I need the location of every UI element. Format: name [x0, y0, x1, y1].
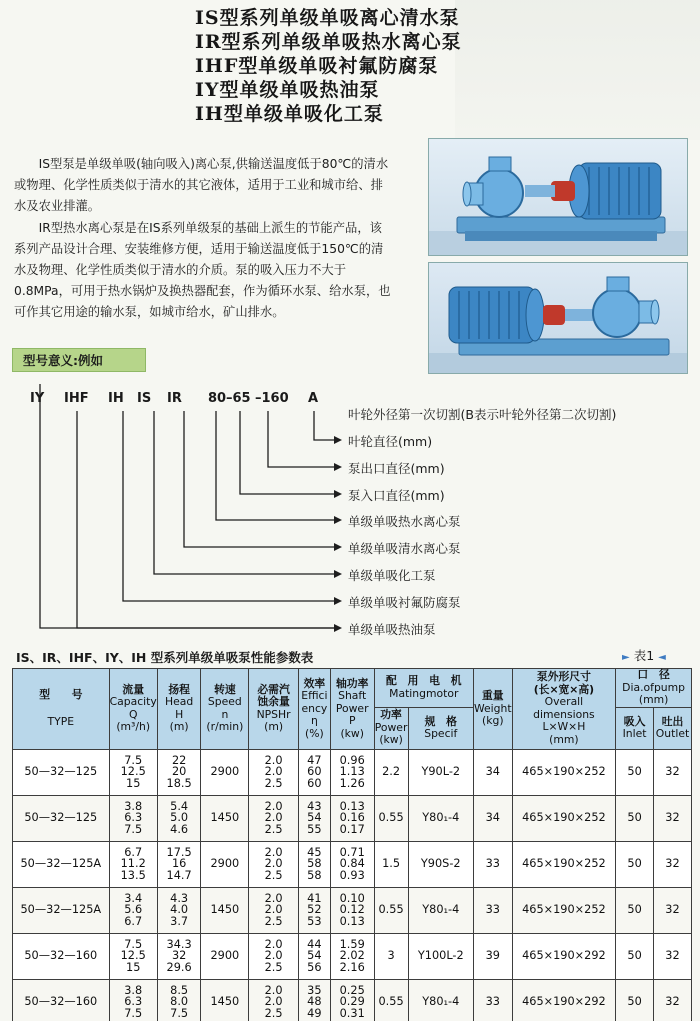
cell-weight: 33: [473, 841, 512, 887]
cell-motor-spec: Y80₁-4: [408, 979, 473, 1021]
cell-speed: 1450: [201, 979, 249, 1021]
cell-weight: 39: [473, 933, 512, 979]
badge-label: 型号意义:例如: [23, 353, 103, 368]
cell-flow: 3.8 6.3 7.5: [109, 795, 157, 841]
cell-type: 50—32—125A: [13, 841, 110, 887]
cell-outlet: 32: [653, 979, 691, 1021]
cell-efficiency: 47 60 60: [298, 749, 330, 795]
cell-outlet: 32: [653, 841, 691, 887]
header-model: 型 号 TYPE: [13, 669, 110, 750]
table-row: [13, 749, 692, 795]
intro-paragraph: IR型热水离心泵是在IS系列单级泵的基础上派生的节能产品，该系列产品设计合理、安装维修方便，适用于输送温度低于150℃的清水及物理、化学性质类似于清水的介质。泵的吸入压力不大于0.8MPa，可用于热水锅炉及换热器配套，作为循环水泵、给水泵，也可作其它用途的输水泵，如城市给水，矿山排水。: [14, 220, 391, 320]
table-row: [13, 933, 692, 979]
cell-dimensions: 465×190×292: [512, 933, 616, 979]
cell-motor-power: 0.55: [374, 795, 408, 841]
cell-flow: 6.7 11.2 13.5: [109, 841, 157, 887]
cell-motor-spec: Y90L-2: [408, 749, 473, 795]
code-label: 泵出口直径(mm): [348, 461, 445, 476]
cell-motor-spec: Y100L-2: [408, 933, 473, 979]
cell-outlet: 32: [653, 933, 691, 979]
header-head: 扬程 Head H (m): [157, 669, 201, 750]
cell-speed: 1450: [201, 795, 249, 841]
pump-photo-2: [428, 262, 688, 374]
code-part: A: [308, 391, 319, 406]
cell-type: 50—32—160: [13, 979, 110, 1021]
cell-motor-power: 2.2: [374, 749, 408, 795]
cell-head: 5.4 5.0 4.6: [157, 795, 201, 841]
cell-flow: 3.4 5.6 6.7: [109, 887, 157, 933]
pump-illustration: [429, 263, 688, 374]
title-line: IHF型单级单吸衬氟防腐泵: [195, 55, 439, 77]
cell-shaft-power: 0.71 0.84 0.93: [330, 841, 374, 887]
code-part: IS: [137, 391, 152, 406]
cell-shaft-power: 0.13 0.16 0.17: [330, 795, 374, 841]
cell-type: 50—32—125: [13, 749, 110, 795]
cell-motor-power: 3: [374, 933, 408, 979]
table-row: [13, 979, 692, 1021]
cell-efficiency: 41 52 53: [298, 887, 330, 933]
code-part: 80: [208, 391, 227, 406]
header-efficiency: 效率 Effici ency η (%): [298, 669, 330, 750]
cell-flow: 7.5 12.5 15: [109, 749, 157, 795]
cell-head: 4.3 4.0 3.7: [157, 887, 201, 933]
cell-shaft-power: 0.25 0.29 0.31: [330, 979, 374, 1021]
cell-npsh: 2.0 2.0 2.5: [249, 979, 299, 1021]
header-motor-power: 功率 Power (kw): [374, 707, 408, 749]
cell-dimensions: 465×190×252: [512, 795, 616, 841]
header-flow: 流量 Capacity Q (m³/h): [109, 669, 157, 750]
cell-npsh: 2.0 2.0 2.5: [249, 841, 299, 887]
cell-type: 50—32—125: [13, 795, 110, 841]
code-part: IH: [108, 391, 124, 406]
cell-efficiency: 43 54 55: [298, 795, 330, 841]
model-meaning-badge: [12, 348, 146, 372]
header-npsh: 必需汽 蚀余量 NPSHr (m): [249, 669, 299, 750]
code-label: 叶轮直径(mm): [348, 434, 433, 449]
code-label: 单级单吸热水离心泵: [348, 514, 461, 529]
cell-type: 50—32—160: [13, 933, 110, 979]
cell-npsh: 2.0 2.0 2.5: [249, 887, 299, 933]
title-line: IY型单级单吸热油泵: [195, 79, 380, 101]
title-line: IH型单级单吸化工泵: [195, 103, 384, 125]
table-title: IS、IR、IHF、IY、IH 型系列单级单吸泵性能参数表: [16, 650, 314, 665]
pump-illustration: [429, 139, 688, 256]
cell-motor-power: 0.55: [374, 887, 408, 933]
table-number-label: 表1: [633, 648, 655, 663]
cell-motor-spec: Y80₁-4: [408, 795, 473, 841]
code-label: 叶轮外径第一次切割(B表示叶轮外径第二次切割): [348, 407, 617, 422]
cell-inlet: 50: [616, 933, 654, 979]
cell-head: 22 20 18.5: [157, 749, 201, 795]
header-outlet: 吐出 Outlet: [653, 707, 691, 749]
cell-weight: 34: [473, 795, 512, 841]
pump-photo-1: [428, 138, 688, 256]
code-part: –65: [226, 391, 251, 406]
cell-type: 50—32—125A: [13, 887, 110, 933]
cell-inlet: 50: [616, 887, 654, 933]
code-part: IR: [167, 391, 182, 406]
cell-speed: 2900: [201, 933, 249, 979]
cell-motor-spec: Y90S-2: [408, 841, 473, 887]
cell-motor-spec: Y80₁-4: [408, 887, 473, 933]
code-part: IHF: [64, 391, 89, 406]
cell-weight: 33: [473, 887, 512, 933]
cell-shaft-power: 0.96 1.13 1.26: [330, 749, 374, 795]
table-row: [13, 887, 692, 933]
header-dimensions: 泵外形尺寸 (长×宽×高) Overall dimensions L×W×H (mm): [512, 669, 616, 750]
cell-speed: 2900: [201, 749, 249, 795]
table-body: [13, 749, 692, 1021]
cell-motor-power: 1.5: [374, 841, 408, 887]
cell-npsh: 2.0 2.0 2.5: [249, 933, 299, 979]
title-line: IS型系列单级单吸离心清水泵: [195, 7, 460, 29]
code-part: –160: [255, 391, 289, 406]
cell-efficiency: 44 54 56: [298, 933, 330, 979]
code-label: 单级单吸衬氟防腐泵: [348, 595, 461, 610]
code-label: 单级单吸清水离心泵: [348, 541, 461, 556]
table-row: [13, 841, 692, 887]
triangle-icon: ◄: [658, 652, 666, 663]
cell-weight: 34: [473, 749, 512, 795]
table-row: [13, 795, 692, 841]
cell-dimensions: 465×190×252: [512, 841, 616, 887]
title-block: [195, 6, 495, 126]
cell-head: 34.3 32 29.6: [157, 933, 201, 979]
table-number: [622, 646, 666, 664]
cell-inlet: 50: [616, 979, 654, 1021]
performance-table: [12, 668, 692, 1021]
cell-efficiency: 35 48 49: [298, 979, 330, 1021]
code-part: IY: [30, 391, 45, 406]
title-line: IR型系列单级单吸热水离心泵: [195, 31, 462, 53]
header-diameter: 口 径 Dia.ofpump (mm): [616, 669, 692, 708]
header-inlet: 吸入 Inlet: [616, 707, 654, 749]
intro-paragraph: IS型泵是单级单吸(轴向吸入)离心泵,供输送温度低于80℃的清水或物理、化学性质类似于清水的其它液体，适用于工业和城市给、排水及农业排灌。: [14, 157, 389, 214]
cell-shaft-power: 0.10 0.12 0.13: [330, 887, 374, 933]
cell-efficiency: 45 58 58: [298, 841, 330, 887]
header-weight: 重量 Weight (kg): [473, 669, 512, 750]
cell-weight: 33: [473, 979, 512, 1021]
header-shaft-power: 轴功率 Shaft Power P (kw): [330, 669, 374, 750]
code-label: 单级单吸化工泵: [348, 568, 436, 583]
cell-inlet: 50: [616, 841, 654, 887]
cell-speed: 1450: [201, 887, 249, 933]
cell-flow: 7.5 12.5 15: [109, 933, 157, 979]
triangle-icon: ►: [622, 652, 630, 663]
header-motor-spec: 规 格 Specif: [408, 707, 473, 749]
code-label: 泵入口直径(mm): [348, 488, 445, 503]
cell-motor-power: 0.55: [374, 979, 408, 1021]
header-speed: 转速 Speed n (r/min): [201, 669, 249, 750]
cell-speed: 2900: [201, 841, 249, 887]
intro-text: [14, 154, 394, 324]
cell-outlet: 32: [653, 795, 691, 841]
cell-head: 17.5 16 14.7: [157, 841, 201, 887]
cell-flow: 3.8 6.3 7.5: [109, 979, 157, 1021]
cell-dimensions: 465×190×292: [512, 979, 616, 1021]
cell-outlet: 32: [653, 887, 691, 933]
cell-dimensions: 465×190×252: [512, 887, 616, 933]
cell-inlet: 50: [616, 795, 654, 841]
cell-outlet: 32: [653, 749, 691, 795]
header-motor: 配 用 电 机 Matingmotor: [374, 669, 473, 708]
code-label: 单级单吸热油泵: [348, 622, 436, 637]
cell-dimensions: 465×190×252: [512, 749, 616, 795]
cell-head: 8.5 8.0 7.5: [157, 979, 201, 1021]
cell-inlet: 50: [616, 749, 654, 795]
cell-shaft-power: 1.59 2.02 2.16: [330, 933, 374, 979]
cell-npsh: 2.0 2.0 2.5: [249, 749, 299, 795]
cell-npsh: 2.0 2.0 2.5: [249, 795, 299, 841]
